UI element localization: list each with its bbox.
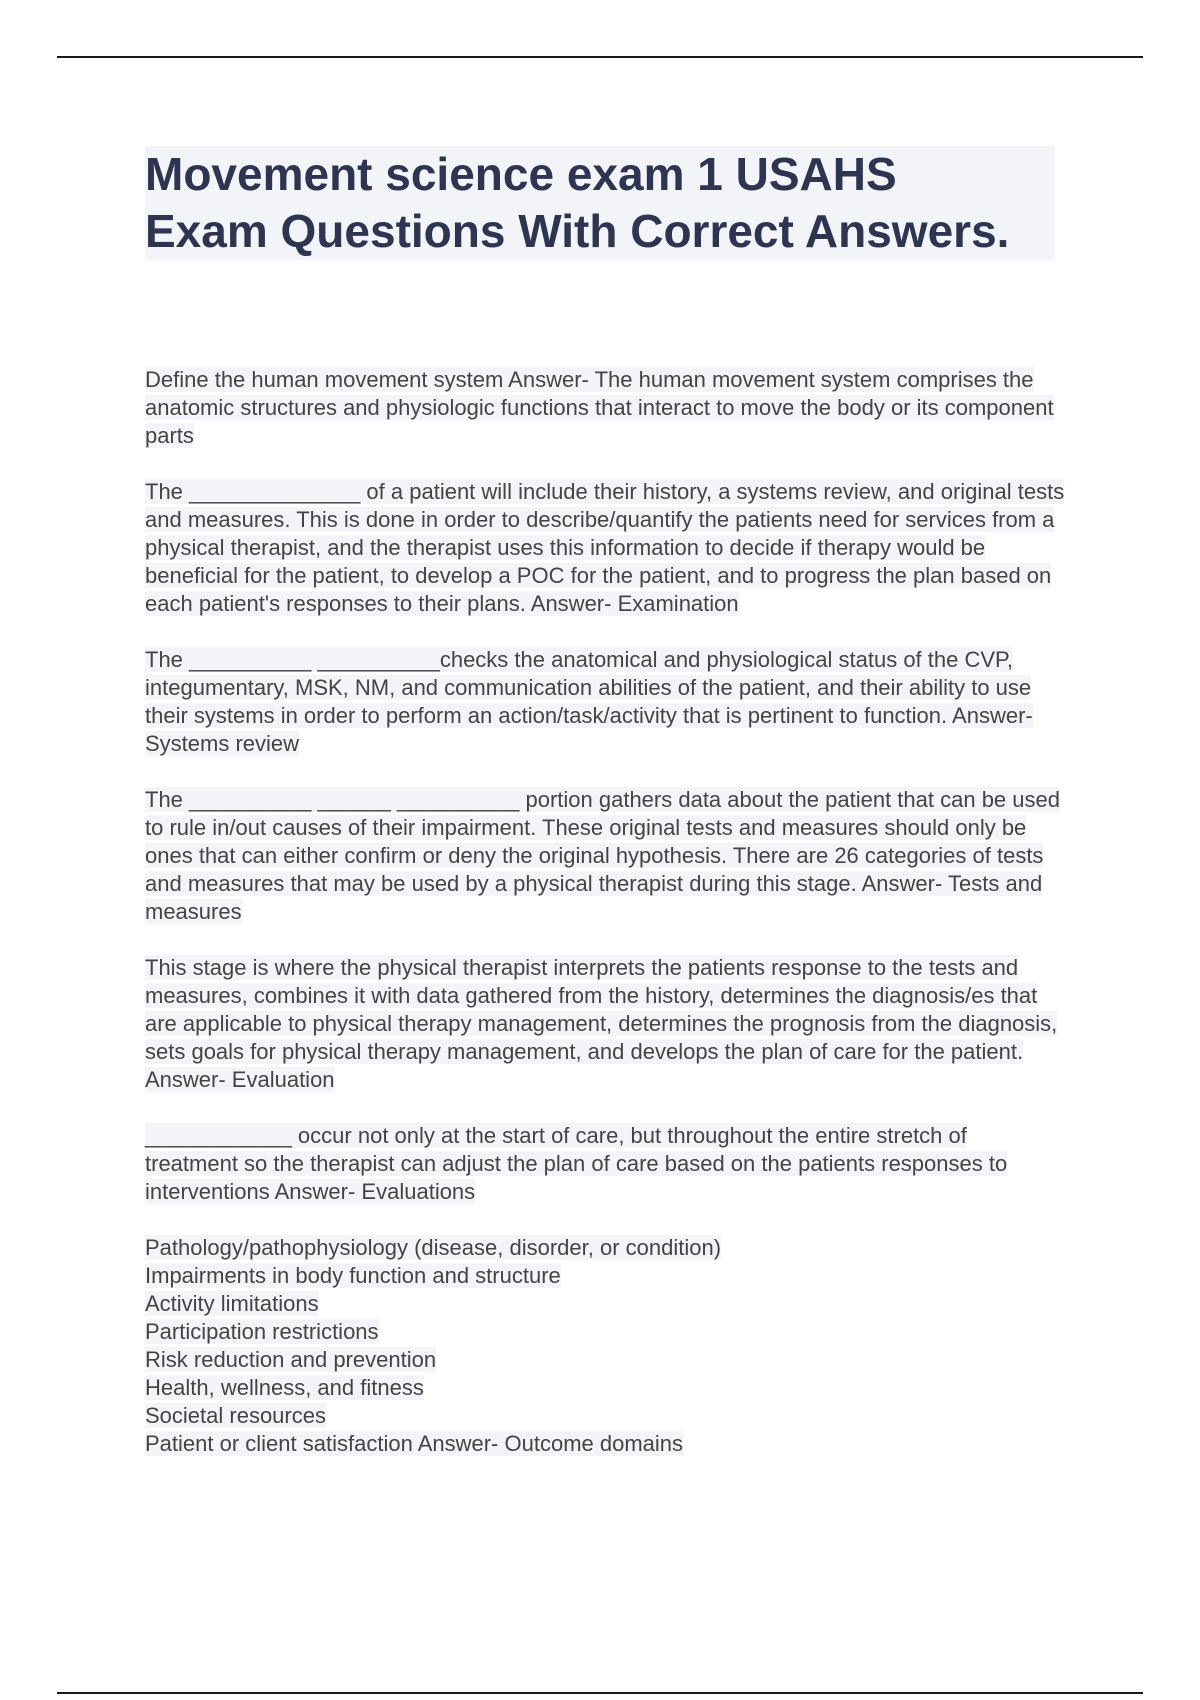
list-item (145, 1402, 1065, 1430)
qa-entry-text: The ______________ of a patient will include their history, a systems review, and original tests and measures. This is done in order to describe/quantify the patients need for services from a physical therapist, and the therapist uses this information to decide if therapy would be beneficial for the patient, to develop a POC for the patient, and to progress the plan based on each patient's responses to their plans. Answer- Examination (145, 479, 1065, 616)
document-body (145, 366, 1065, 1458)
list-item (145, 1374, 1065, 1402)
list-item (145, 1262, 1065, 1290)
list-item-text: Health, wellness, and fitness (145, 1375, 424, 1400)
list-item (145, 1430, 1065, 1458)
list-item (145, 1318, 1065, 1346)
list-item-text: Impairments in body function and structure (145, 1263, 561, 1288)
qa-entry-5 (145, 954, 1065, 1094)
title-line-2: Exam Questions With Correct Answers. (145, 205, 1010, 257)
page-title (145, 146, 1055, 260)
qa-entry-4 (145, 786, 1065, 926)
list-item-text: Risk reduction and prevention (145, 1347, 437, 1372)
qa-entry-1 (145, 366, 1065, 450)
qa-entry-text: The __________ ______ __________ portion gathers data about the patient that can be used to rule in/out causes of their impairment. These original tests and measures should only be ones that can either confirm or deny the original hypothesis. There are 26 categories of tests and measures that may be used by a physical therapist during this stage. Answer- Tests and measures (145, 787, 1060, 924)
title-line-1: Movement science exam 1 USAHS (145, 148, 897, 200)
list-item (145, 1290, 1065, 1318)
qa-entry-2 (145, 478, 1065, 618)
list-item-text: Participation restrictions (145, 1319, 379, 1344)
top-rule (57, 56, 1143, 58)
list-item (145, 1234, 1065, 1262)
list-item-text: Patient or client satisfaction Answer- Outcome domains (145, 1431, 684, 1456)
qa-entry-text: ____________ occur not only at the start of care, but throughout the entire stretch of treatment so the therapist can adjust the plan of care based on the patients responses to interventions Answer- Evaluations (145, 1123, 1008, 1204)
qa-entry-text: This stage is where the physical therapist interprets the patients response to the tests and measures, combines it with data gathered from the history, determines the diagnosis/es that are applicable to physical therapy management, determines the prognosis from the diagnosis, sets goals for physical therapy management, and develops the plan of care for the patient. Answer- Evaluation (145, 955, 1058, 1092)
qa-entry-text: Define the human movement system Answer- The human movement system comprises the anatomic structures and physiologic functions that interact to move the body or its component parts (145, 367, 1054, 448)
outcome-domains-list (145, 1234, 1065, 1458)
list-item-text: Pathology/pathophysiology (disease, disorder, or condition) (145, 1235, 722, 1260)
list-item-text: Societal resources (145, 1403, 326, 1428)
bottom-rule (57, 1692, 1143, 1694)
list-item-text: Activity limitations (145, 1291, 319, 1316)
qa-entry-3 (145, 646, 1065, 758)
qa-entry-text: The __________ __________checks the anatomical and physiological status of the CVP, integumentary, MSK, NM, and communication abilities of the patient, and their ability to use their systems in order to perform an action/task/activity that is pertinent to function. Answer- Systems review (145, 647, 1033, 756)
qa-entry-6 (145, 1122, 1065, 1206)
list-item (145, 1346, 1065, 1374)
